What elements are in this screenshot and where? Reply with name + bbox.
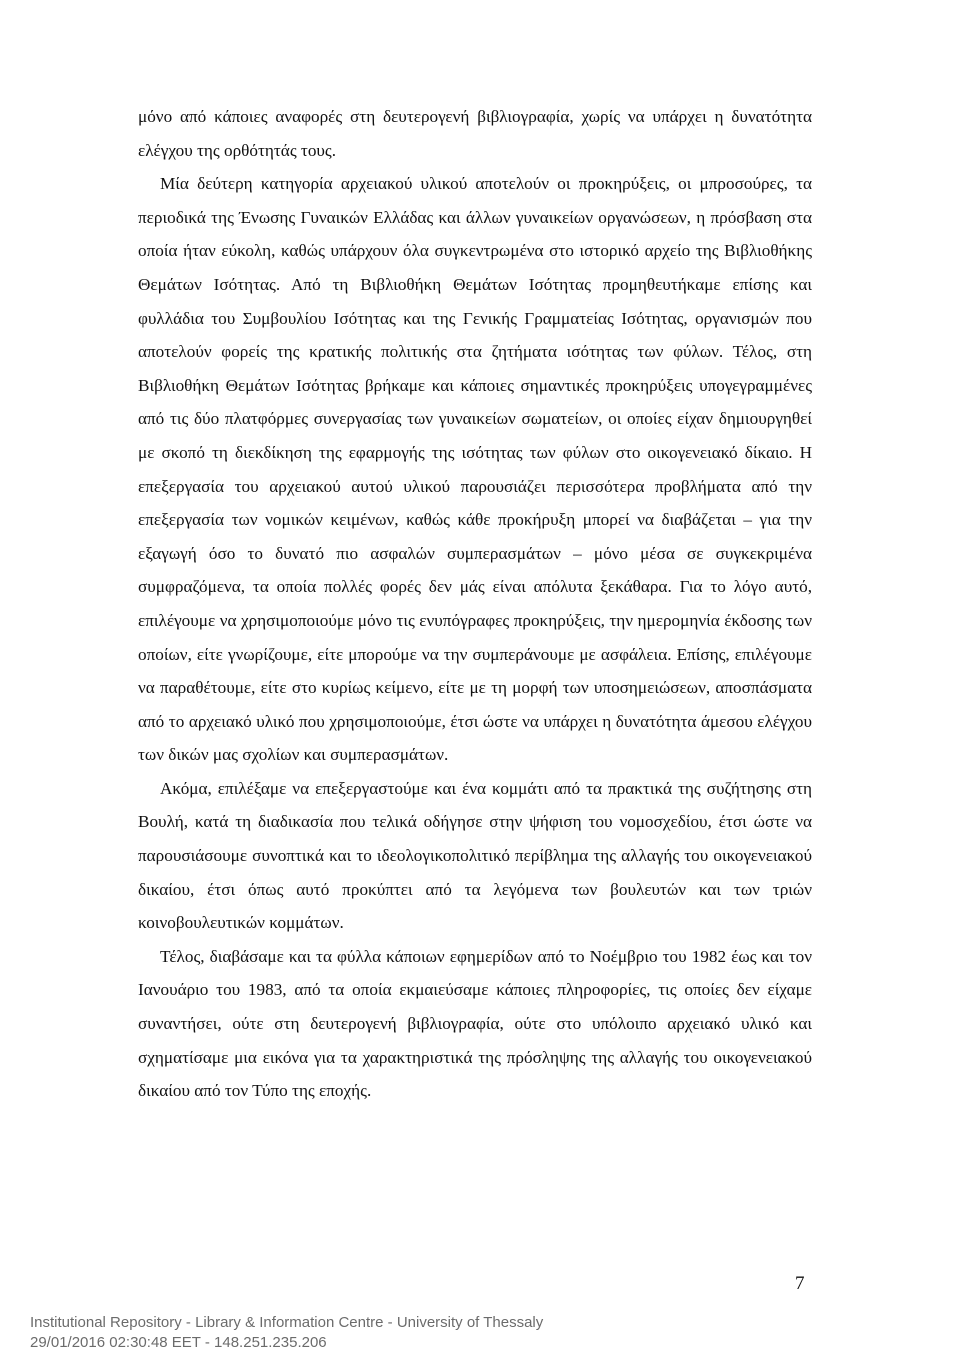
page-number: 7 (795, 1273, 805, 1294)
body-text (138, 100, 812, 1108)
footer-repository-line: Institutional Repository - Library & Information Centre - University of Thessaly (30, 1314, 544, 1331)
paragraph: Ακόμα, επιλέξαμε να επεξεργαστούμε και ένα κομμάτι από τα πρακτικά της συζήτησης στη Βουλή, κατά τη διαδικασία που τελικά οδήγησε στην ψήφιση του νομοσχεδίου, έτσι ώστε να παρουσιάσουμε συνοπτικά και το ιδεολογικοπολιτικό περίβλημα της αλλαγής του οικογενειακού δικαίου, έτσι όπως αυτό προκύπτει από τα λεγόμενα των βουλευτών και των τριών κοινοβουλευτικών κομμάτων. (138, 778, 812, 933)
repository-footer (30, 1313, 543, 1353)
footer-timestamp-line: 29/01/2016 02:30:48 EET - 148.251.235.206 (30, 1334, 327, 1351)
paragraph: Τέλος, διαβάσαμε και τα φύλλα κάποιων εφημερίδων από το Νοέμβριο του 1982 έως και τον Ιανουάριο του 1983, από τα οποία εκμαιεύσαμε κάποιες πληροφορίες, τις οποίες δεν είχαμε συναντήσει, ούτε στη δευτερογενή βιβλιογραφία, ούτε στο υπόλοιπο αρχειακό υλικό και σχηματίσαμε μια εικόνα για τα χαρακτηριστικά της πρόσληψης της αλλαγής του οικογενειακού δικαίου από τον Τύπο της εποχής. (138, 946, 812, 1101)
paragraph: Μία δεύτερη κατηγορία αρχειακού υλικού αποτελούν οι προκηρύξεις, οι μπροσούρες, τα περιοδικά της Ένωσης Γυναικών Ελλάδας και άλλων γυναικείων οργανώσεων, η πρόσβαση στα οποία ήταν εύκολη, καθώς υπάρχουν όλα συγκεντρωμένα στο ιστορικό αρχείο της Βιβλιοθήκης Θεμάτων Ισότητας. Από τη Βιβλιοθήκη Θεμάτων Ισότητας προμηθευτήκαμε επίσης και φυλλάδια του Συμβουλίου Ισότητας και της Γενικής Γραμματείας Ισότητας, οργανισμών που αποτελούν φορείς της κρατικής πολιτικής στα ζητήματα ισότητας των φύλων. Τέλος, στη Βιβλιοθήκη Θεμάτων Ισότητας βρήκαμε και κάποιες σημαντικές προκηρύξεις υπογεγραμμένες από τις δύο πλατφόρμες συνεργασίας των γυναικείων σωματείων, οι οποίες είχαν δημιουργηθεί με σκοπό τη διεκδίκηση της εφαρμογής της ισότητας των φύλων στο οικογενειακό δίκαιο. Η επεξεργασία του αρχειακού αυτού υλικού παρουσιάζει περισσότερα προβλήματα από την επεξεργασία των νομικών κειμένων, καθώς κάθε προκήρυξη μπορεί να διαβάζεται – για την εξαγωγή όσο το δυνατό πιο ασφαλών συμπερασμάτων – μόνο μέσα σε συγκεκριμένα συμφραζόμενα, τα οποία πολλές φορές δεν μάς είναι απόλυτα ξεκάθαρα. Για το λόγο αυτό, επιλέγουμε να χρησιμοποιούμε μόνο τις ενυπόγραφες προκηρύξεις, την ημερομηνία έκδοσης των οποίων, είτε γνωρίζουμε, είτε μπορούμε να την συμπεράνουμε με ασφάλεια. Επίσης, επιλέγουμε να παραθέτουμε, είτε στο κυρίως κείμενο, είτε με τη μορφή των υποσημειώσεων, αποσπάσματα από το αρχειακό υλικό που χρησιμοποιούμε, έτσι ώστε να υπάρχει η δυνατότητα άμεσου ελέγχου των δικών μας σχολίων και συμπερασμάτων. (138, 174, 812, 765)
paragraph: μόνο από κάποιες αναφορές στη δευτερογενή βιβλιογραφία, χωρίς να υπάρχει η δυνατότητα ελέγχου της ορθότητάς τους. (138, 107, 812, 160)
